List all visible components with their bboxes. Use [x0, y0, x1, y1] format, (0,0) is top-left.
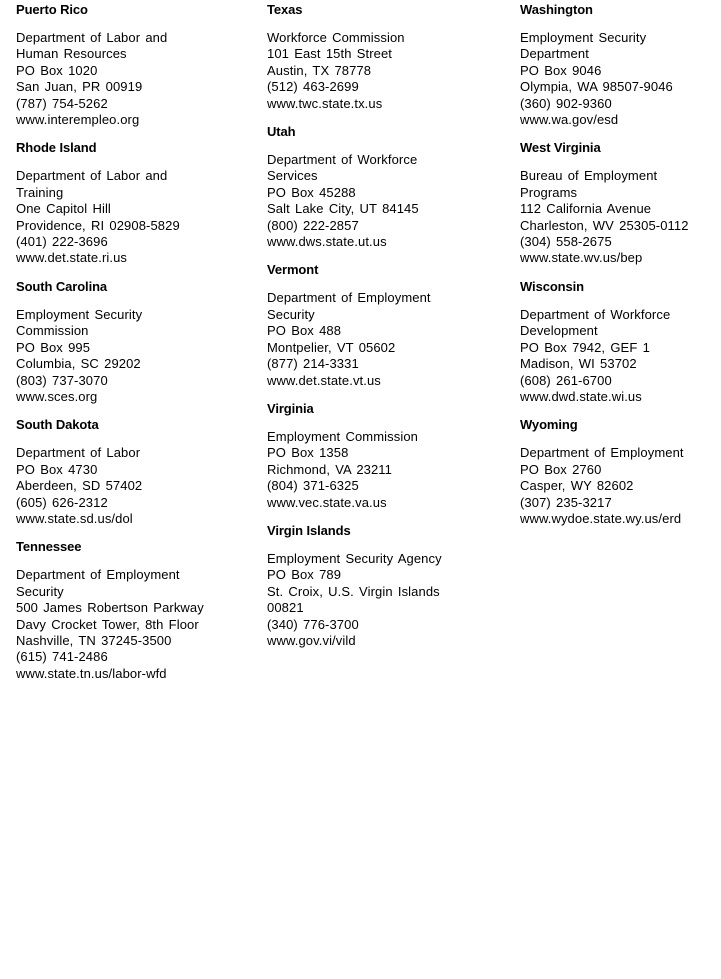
- phone-line: (304) 558-2675: [520, 234, 612, 250]
- entry-details: [267, 551, 517, 649]
- state-entry: [16, 2, 266, 128]
- org-line: Security: [267, 306, 315, 322]
- website-line: www.interempleo.org: [16, 112, 140, 128]
- state-heading: Texas: [267, 2, 303, 17]
- website-line: www.det.state.vt.us: [267, 372, 381, 388]
- org-line: Programs: [520, 184, 578, 200]
- org-line: Commission: [16, 323, 89, 339]
- state-entry: [520, 279, 721, 405]
- address-line: PO Box 1358: [267, 445, 349, 461]
- website-line: www.state.sd.us/dol: [16, 510, 133, 526]
- address-line: PO Box 9046: [520, 62, 602, 78]
- address-line: Charleston, WV 25305-0112: [520, 217, 689, 233]
- entry-details: [267, 30, 517, 112]
- state-heading: Utah: [267, 124, 296, 140]
- state-heading: Wisconsin: [520, 278, 584, 294]
- org-line: Training: [16, 184, 64, 200]
- state-entry: [520, 140, 721, 266]
- address-line: Columbia, SC 29202: [16, 356, 141, 372]
- phone-line: (605) 626-2312: [16, 494, 108, 510]
- state-entry: [267, 124, 517, 250]
- org-line: Services: [267, 168, 318, 184]
- address-line: PO Box 4730: [16, 461, 98, 477]
- entry-details: [16, 307, 266, 405]
- website-line: www.sces.org: [16, 388, 98, 404]
- entry-details: [520, 30, 721, 128]
- org-line: Workforce Commission: [267, 30, 405, 45]
- entry-details: [267, 152, 517, 250]
- column-2: [267, 2, 517, 661]
- entry-details: [520, 168, 721, 266]
- phone-line: (877) 214-3331: [267, 356, 359, 372]
- state-entry: [267, 523, 517, 649]
- phone-line: (800) 222-2857: [267, 217, 359, 233]
- website-line: www.dws.state.ut.us: [267, 234, 387, 250]
- address-line: PO Box 789: [267, 567, 342, 583]
- org-line: Human Resources: [16, 46, 127, 62]
- phone-line: (804) 371-6325: [267, 478, 359, 494]
- address-line: PO Box 1020: [16, 62, 98, 78]
- address-line: Providence, RI 02908-5829: [16, 217, 180, 233]
- address-line: One Capitol Hill: [16, 201, 111, 217]
- state-entry: [16, 417, 266, 527]
- phone-line: (803) 737-3070: [16, 372, 108, 388]
- website-line: www.state.wv.us/bep: [520, 250, 643, 266]
- phone-line: (340) 776-3700: [267, 616, 359, 632]
- address-line: 00821: [267, 600, 304, 616]
- phone-line: (512) 463-2699: [267, 79, 359, 95]
- entry-details: [267, 290, 517, 388]
- org-line: Department of Employment: [267, 290, 431, 306]
- state-entry: [16, 279, 266, 405]
- org-line: Department of Employment: [16, 567, 180, 583]
- state-heading: South Carolina: [16, 278, 108, 294]
- website-line: www.wydoe.state.wy.us/erd: [520, 510, 682, 526]
- org-line: Development: [520, 323, 598, 339]
- phone-line: (307) 235-3217: [520, 494, 612, 510]
- address-line: Richmond, VA 23211: [267, 461, 393, 477]
- column-3: [520, 2, 721, 539]
- entry-details: [16, 445, 266, 527]
- website-line: www.det.state.ri.us: [16, 250, 127, 266]
- state-heading: Rhode Island: [16, 140, 97, 156]
- org-line: Employment Security Agency: [267, 550, 442, 566]
- entry-details: [16, 567, 266, 682]
- org-line: Bureau of Employment: [520, 168, 658, 184]
- website-line: www.gov.vi/vild: [267, 632, 356, 648]
- address-line: Olympia, WA 98507-9046: [520, 79, 673, 95]
- address-line: PO Box 7942, GEF 1: [520, 339, 650, 355]
- phone-line: (615) 741-2486: [16, 649, 108, 665]
- address-line: PO Box 45288: [267, 184, 356, 200]
- entry-details: [16, 30, 266, 128]
- org-line: Department of Labor and: [16, 168, 168, 184]
- state-entry: [267, 401, 517, 511]
- state-heading: South Dakota: [16, 417, 99, 433]
- state-entry: [520, 2, 721, 128]
- state-entry: [267, 2, 517, 112]
- address-line: 500 James Robertson Parkway: [16, 600, 204, 616]
- address-line: PO Box 2760: [520, 461, 602, 477]
- org-line: Department of Workforce: [267, 152, 418, 168]
- org-line: Employment Security: [520, 30, 647, 45]
- org-line: Department: [520, 46, 589, 62]
- state-heading: Virgin Islands: [267, 522, 351, 538]
- address-line: Montpelier, VT 05602: [267, 339, 396, 355]
- address-line: Salt Lake City, UT 84145: [267, 201, 419, 217]
- state-entry: [267, 262, 517, 388]
- state-heading: Wyoming: [520, 417, 578, 433]
- org-line: Department of Labor and: [16, 30, 168, 45]
- entry-details: [267, 429, 517, 511]
- org-line: Department of Employment: [520, 445, 684, 461]
- website-line: www.twc.state.tx.us: [267, 95, 383, 111]
- state-heading: Puerto Rico: [16, 2, 88, 17]
- state-entry: [520, 417, 721, 527]
- entry-details: [520, 445, 721, 527]
- phone-line: (608) 261-6700: [520, 372, 612, 388]
- address-line: PO Box 488: [267, 323, 342, 339]
- state-heading: Tennessee: [16, 539, 82, 555]
- org-line: Employment Commission: [267, 428, 418, 444]
- org-line: Department of Workforce: [520, 306, 671, 322]
- org-line: Department of Labor: [16, 445, 141, 461]
- address-line: Austin, TX 78778: [267, 62, 372, 78]
- website-line: www.wa.gov/esd: [520, 112, 619, 128]
- website-line: www.state.tn.us/labor-wfd: [16, 665, 167, 681]
- state-heading: Vermont: [267, 262, 319, 278]
- address-line: St. Croix, U.S. Virgin Islands: [267, 583, 440, 599]
- phone-line: (401) 222-3696: [16, 234, 108, 250]
- entry-details: [520, 307, 721, 405]
- org-line: Security: [16, 583, 64, 599]
- address-line: San Juan, PR 00919: [16, 79, 143, 95]
- entry-details: [16, 168, 266, 266]
- column-1: [16, 2, 266, 694]
- address-line: Nashville, TN 37245-3500: [16, 632, 172, 648]
- state-heading: Washington: [520, 2, 593, 17]
- phone-line: (787) 754-5262: [16, 95, 108, 111]
- state-entry: [16, 140, 266, 266]
- address-line: Aberdeen, SD 57402: [16, 478, 143, 494]
- address-line: 101 East 15th Street: [267, 46, 393, 62]
- state-entry: [16, 539, 266, 682]
- website-line: www.dwd.state.wi.us: [520, 388, 642, 404]
- state-heading: Virginia: [267, 400, 314, 416]
- address-line: Madison, WI 53702: [520, 356, 637, 372]
- state-heading: West Virginia: [520, 140, 601, 156]
- org-line: Employment Security: [16, 306, 143, 322]
- address-line: Davy Crocket Tower, 8th Floor: [16, 616, 199, 632]
- phone-line: (360) 902-9360: [520, 95, 612, 111]
- address-line: 112 California Avenue: [520, 201, 652, 217]
- address-line: Casper, WY 82602: [520, 478, 634, 494]
- address-line: PO Box 995: [16, 339, 91, 355]
- website-line: www.vec.state.va.us: [267, 494, 387, 510]
